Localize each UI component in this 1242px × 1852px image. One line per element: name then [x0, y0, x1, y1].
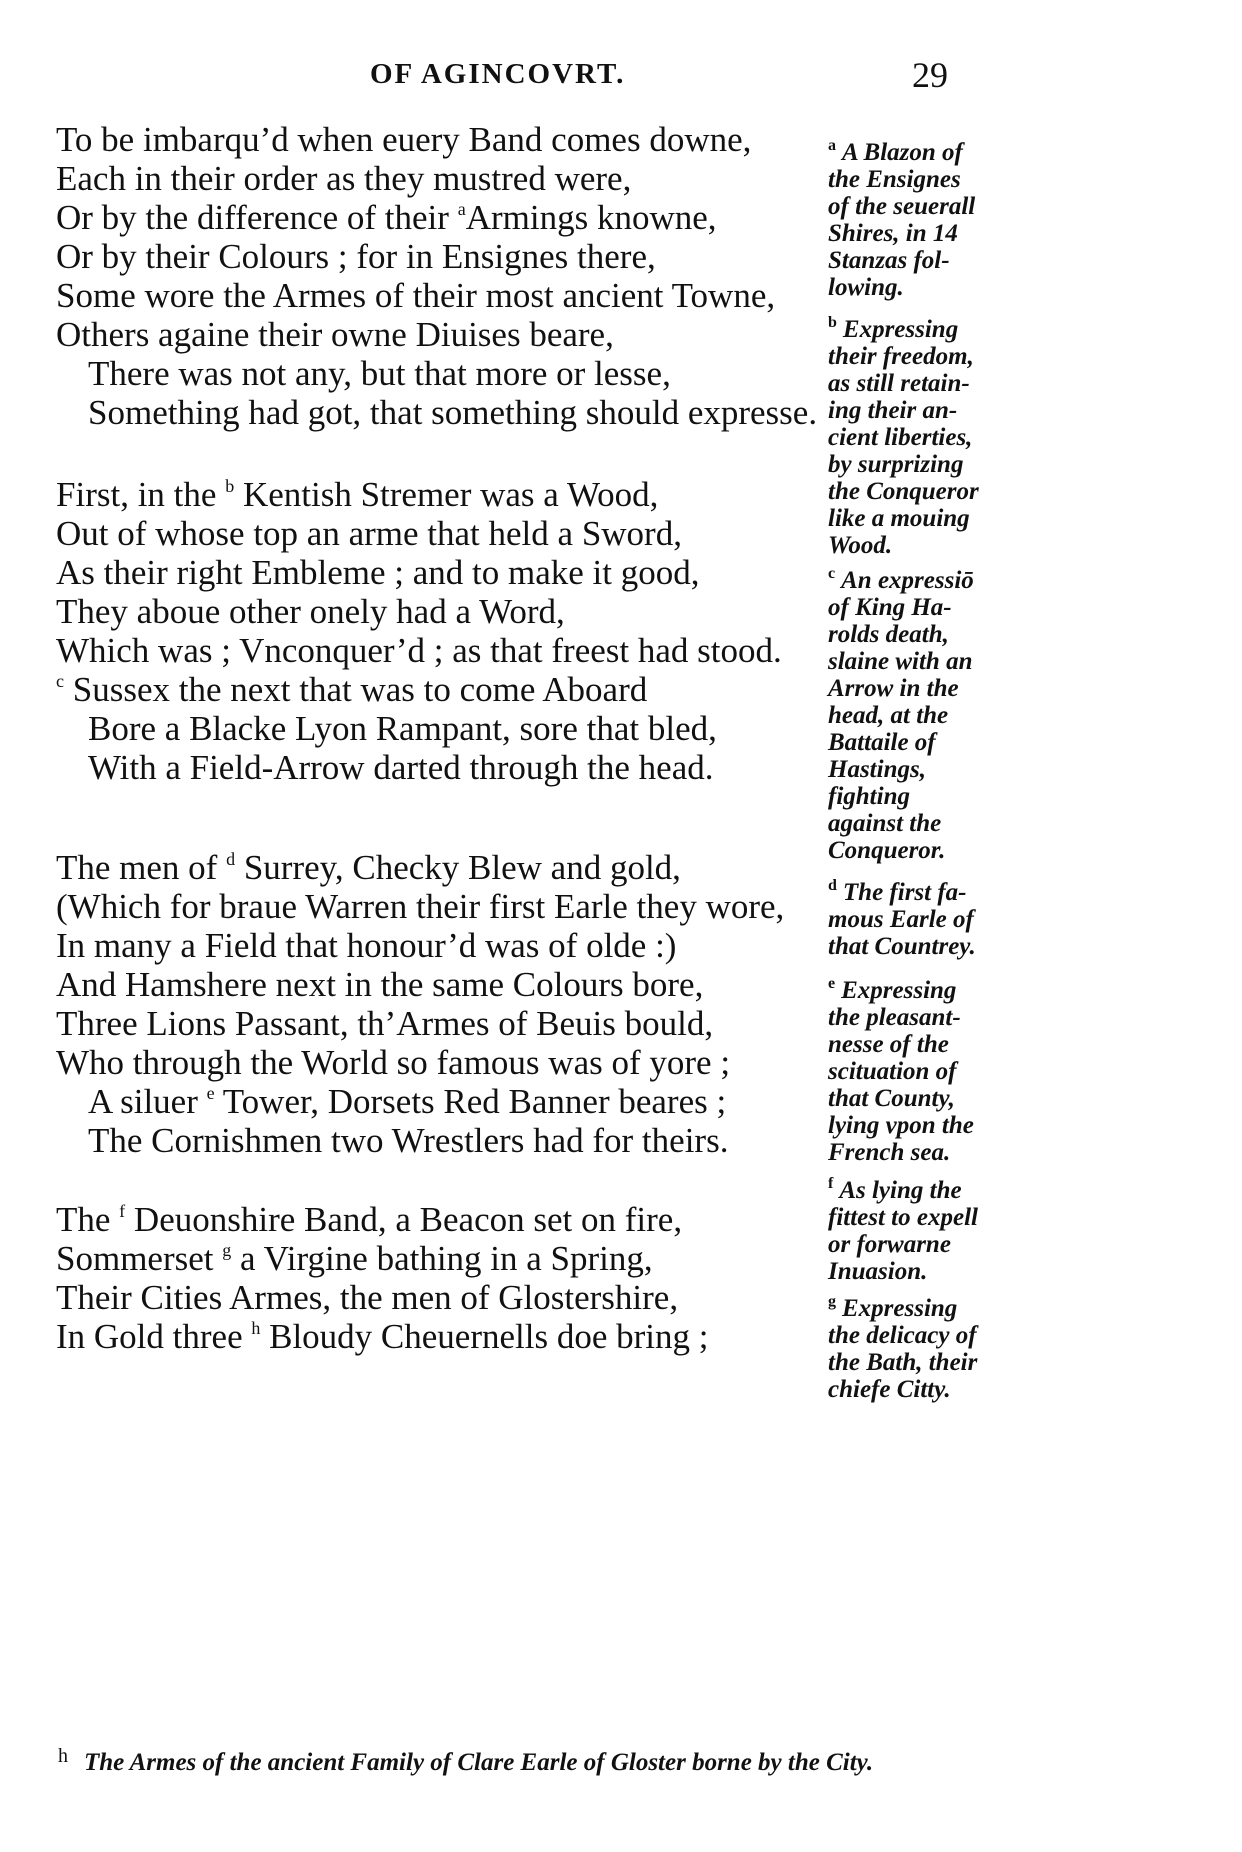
verse-text: The [56, 1200, 120, 1239]
margin-note-line [828, 504, 970, 534]
verse-line [88, 393, 817, 433]
verse-text: Bore a Blacke Lyon Rampant, sore that bled, [88, 709, 717, 748]
verse-text: Some wore the Armes of their most ancient Towne, [56, 276, 776, 315]
page-number: 29 [912, 55, 948, 95]
margin-note-text: cient liberties, [828, 424, 973, 451]
margin-note-text: fittest to expell [828, 1204, 978, 1231]
margin-note-text: the Conqueror [828, 478, 979, 505]
verse-line [56, 887, 784, 927]
verse-text: The Cornishmen two Wrestlers had for theirs. [88, 1121, 729, 1160]
verse-line [56, 276, 775, 316]
margin-note-text: against the [828, 810, 942, 837]
verse-line [56, 926, 676, 966]
note-reference-mark: c [56, 671, 64, 691]
verse-line [56, 514, 682, 554]
verse-line [56, 1043, 730, 1083]
note-reference-mark: d [226, 849, 236, 869]
verse-line [56, 237, 656, 277]
margin-note-line [828, 728, 936, 758]
footnote [58, 1745, 873, 1777]
margin-note-line [828, 1176, 962, 1206]
margin-note-line [828, 782, 910, 812]
verse-line [88, 1121, 728, 1161]
margin-note-line [828, 369, 970, 399]
verse-text: They aboue other onely had a Word, [56, 592, 565, 631]
margin-note-text: Arrow in the [828, 675, 959, 702]
verse-text: Deuonshire Band, a Beacon set on fire, [125, 1200, 683, 1239]
verse-text: A siluer [88, 1082, 207, 1121]
verse-text: Which was ; Vnconquer’d ; as that freest had stood. [56, 631, 782, 670]
margin-note-text: of King Ha- [828, 594, 952, 621]
margin-note-line [828, 165, 961, 195]
margin-note-line [828, 1057, 957, 1087]
margin-note-line [828, 836, 945, 866]
margin-note-text: lying vpon the [828, 1112, 974, 1139]
footnote-text: The Armes of the ancient Family of Clare Earle of Gloster borne by the City. [84, 1749, 874, 1776]
margin-note-line [828, 755, 926, 785]
margin-note-line [828, 192, 975, 222]
verse-line [56, 670, 647, 710]
margin-note-line [828, 566, 974, 596]
verse-text: Armings knowne, [465, 198, 717, 237]
margin-note-line [828, 396, 957, 426]
margin-note-mark: f [828, 1175, 834, 1192]
verse-line [88, 1082, 726, 1122]
verse-text: First, in the [56, 475, 226, 514]
margin-note-text: rolds death, [828, 621, 949, 648]
margin-note-line [828, 932, 976, 962]
margin-note-text: the Ensignes [828, 166, 961, 193]
verse-line [56, 315, 614, 355]
margin-note-text: chiefe Citty. [828, 1376, 951, 1403]
verse-text: Surrey, Checky Blew and gold, [235, 848, 681, 887]
note-reference-mark: f [119, 1201, 126, 1221]
margin-note-text: the pleasant- [828, 1004, 961, 1031]
margin-note-line [828, 1375, 951, 1405]
margin-note-text: of the seuerall [828, 193, 976, 220]
margin-note-text: lowing. [828, 274, 904, 301]
margin-note-text: slaine with an [828, 648, 973, 675]
margin-note-text: their freedom, [828, 343, 974, 370]
margin-note-text: that County, [828, 1085, 955, 1112]
margin-note-line [828, 809, 941, 839]
verse-text: Out of whose top an arme that held a Sword, [56, 514, 682, 553]
margin-note-line [828, 246, 950, 276]
margin-note-line [828, 1348, 977, 1378]
verse-line [56, 198, 717, 238]
verse-text: Kentish Stremer was a Wood, [234, 475, 659, 514]
verse-line [56, 1200, 682, 1240]
margin-note-mark: c [828, 565, 836, 582]
margin-note-text: ing their an- [828, 397, 958, 424]
margin-note-text: Expressing [842, 1295, 958, 1322]
verse-text: Others againe their owne Diuises beare, [56, 315, 614, 354]
verse-text: In many a Field that honour’d was of olde :) [56, 926, 677, 965]
verse-line [56, 1317, 709, 1357]
margin-note-line [828, 674, 959, 704]
margin-note-text: mous Earle of [828, 906, 974, 933]
verse-line [88, 354, 671, 394]
margin-note-text: Wood. [828, 532, 893, 559]
note-reference-mark: b [225, 476, 235, 496]
margin-note-line [828, 620, 949, 650]
verse-text: Sussex the next that was to come Aboard [64, 670, 648, 709]
verse-line [56, 631, 782, 671]
verse-line [56, 475, 658, 515]
margin-note-line [828, 1138, 950, 1168]
margin-note-line [828, 1230, 951, 1260]
verse-text: Something had got, that something should expresse. [88, 393, 818, 432]
verse-line [56, 965, 703, 1005]
margin-note-line [828, 1294, 957, 1324]
margin-note-line [828, 450, 963, 480]
running-head: OF AGINCOVRT. [370, 58, 626, 90]
margin-note-line [828, 593, 952, 623]
margin-note-text: Shires, in 14 [828, 220, 958, 247]
margin-note-line [828, 423, 972, 453]
verse-text: Three Lions Passant, th’Armes of Beuis bould, [56, 1004, 714, 1043]
verse-text: a Virgine bathing in a Spring, [231, 1239, 653, 1278]
margin-note-line [828, 1084, 955, 1114]
verse-text: Who through the World so famous was of yore ; [56, 1043, 731, 1082]
margin-note-line [828, 878, 967, 908]
margin-note-text: A Blazon of [842, 139, 963, 166]
verse-text: Or by their Colours ; for in Ensignes there, [56, 237, 656, 276]
margin-note-text: head, at the [828, 702, 949, 729]
verse-text: Their Cities Armes, the men of Glostershire, [56, 1278, 679, 1317]
margin-note-mark: b [828, 314, 837, 331]
margin-note-text: French sea. [828, 1139, 951, 1166]
verse-text: With a Field-Arrow darted through the head. [88, 748, 714, 787]
margin-note-text: Stanzas fol- [828, 247, 950, 274]
margin-note-line [828, 1203, 978, 1233]
margin-note-line [828, 1321, 977, 1351]
margin-note-mark: a [828, 137, 836, 154]
margin-note-text: scituation of [828, 1058, 957, 1085]
margin-note-text: that Countrey. [828, 933, 976, 960]
margin-note-line [828, 976, 956, 1006]
footnote-mark: h [58, 1745, 68, 1767]
margin-note-mark: g [828, 1293, 836, 1310]
margin-note-line [828, 701, 948, 731]
verse-text: To be imbarqu’d when euery Band comes downe, [56, 120, 752, 159]
margin-note-line [828, 531, 892, 561]
margin-note-text: as still retain- [828, 370, 970, 397]
margin-note-text: Expressing [842, 316, 959, 343]
margin-note-line [828, 905, 974, 935]
verse-line [56, 159, 631, 199]
verse-line [88, 709, 717, 749]
verse-text: Sommerset [56, 1239, 223, 1278]
verse-line [56, 553, 699, 593]
verse-text: There was not any, but that more or lesse, [88, 354, 671, 393]
margin-note-line [828, 219, 958, 249]
note-reference-mark: h [251, 1318, 261, 1338]
margin-note-text: by surprizing [828, 451, 964, 478]
verse-line [88, 748, 714, 788]
margin-note-text: The first fa- [842, 879, 967, 906]
margin-note-line [828, 273, 904, 303]
margin-note-text: the Bath, their [828, 1349, 978, 1376]
margin-note-line [828, 1003, 961, 1033]
margin-note-text: like a mouing [828, 505, 970, 532]
margin-note-text: Inuasion. [828, 1258, 928, 1285]
margin-note-text: An expressiō [841, 567, 974, 594]
margin-note-text: Hastings, [828, 756, 926, 783]
verse-text: The men of [56, 848, 227, 887]
margin-note-text: Battaile of [828, 729, 936, 756]
margin-note-text: fighting [828, 783, 910, 810]
verse-text: Or by the difference of their [56, 198, 458, 237]
margin-note-text: Conqueror. [828, 837, 946, 864]
verse-text: Tower, Dorsets Red Banner beares ; [214, 1082, 727, 1121]
margin-note-line [828, 342, 974, 372]
verse-line [56, 1278, 678, 1318]
margin-note-line [828, 1111, 974, 1141]
margin-note-line [828, 1257, 927, 1287]
verse-text: In Gold three [56, 1317, 252, 1356]
margin-note-mark: e [828, 975, 836, 992]
note-reference-mark: g [222, 1240, 232, 1260]
margin-note-line [828, 1030, 949, 1060]
margin-note-line [828, 315, 958, 345]
margin-note-mark: d [828, 877, 837, 894]
margin-note-text: the delicacy of [828, 1322, 977, 1349]
margin-note-line [828, 138, 963, 168]
verse-line [56, 1004, 713, 1044]
verse-line [56, 120, 751, 160]
verse-text: Each in their order as they mustred were, [56, 159, 632, 198]
verse-line [56, 1239, 653, 1279]
verse-text: And Hamshere next in the same Colours bore, [56, 965, 704, 1004]
note-reference-mark: e [206, 1083, 215, 1103]
margin-note-line [828, 477, 979, 507]
margin-note-line [828, 647, 973, 677]
verse-text: Bloudy Cheuernells doe bring ; [260, 1317, 709, 1356]
margin-note-text: As lying the [839, 1177, 962, 1204]
verse-line [56, 848, 681, 888]
margin-note-text: or forwarne [828, 1231, 951, 1258]
note-reference-mark: a [457, 199, 466, 219]
margin-note-text: nesse of the [828, 1031, 949, 1058]
verse-text: (Which for braue Warren their first Earle they wore, [56, 887, 785, 926]
verse-text: As their right Embleme ; and to make it good, [56, 553, 700, 592]
verse-line [56, 592, 565, 632]
margin-note-text: Expressing [841, 977, 957, 1004]
